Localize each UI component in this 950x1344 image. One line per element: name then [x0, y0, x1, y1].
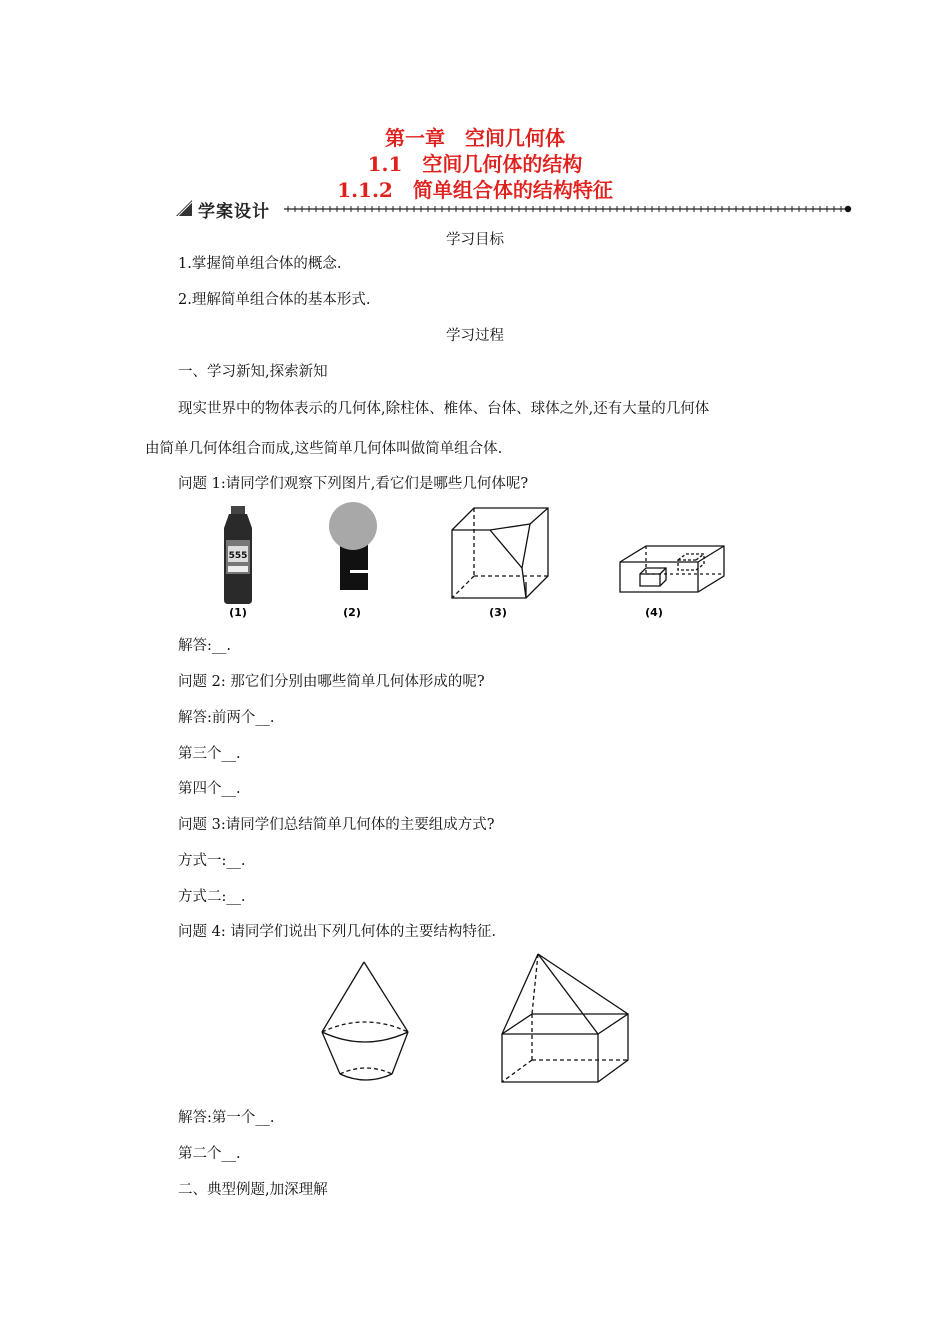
answer-1: 解答:__.	[178, 638, 231, 654]
question-4: 问题 4: 请同学们说出下列几何体的主要结构特征.	[178, 924, 496, 940]
banner-label: 学案设计	[198, 202, 270, 222]
figure-caption-2: (2)	[343, 606, 361, 619]
sphere-on-cylinder-figure	[329, 502, 377, 590]
objective-item: 1.掌握简单组合体的概念.	[178, 256, 342, 272]
answer-2-3: 第四个__.	[178, 781, 241, 797]
method-2: 方式二:__.	[178, 889, 246, 905]
section-banner	[176, 196, 856, 222]
cube-cut-figure	[452, 508, 548, 598]
answer-4-1: 解答:第一个__.	[178, 1110, 275, 1126]
part2-title: 二、典型例题,加深理解	[178, 1182, 328, 1198]
bottle-figure	[224, 506, 252, 604]
answer-4-2: 第二个__.	[178, 1146, 241, 1162]
bottle-label-text: 555	[228, 551, 248, 561]
figure-caption-1: (1)	[229, 606, 247, 619]
intro-line-1: 现实世界中的物体表示的几何体,除柱体、椎体、台体、球体之外,还有大量的几何体	[178, 401, 710, 417]
figure-caption-4: (4)	[645, 606, 663, 619]
objectives-heading: 学习目标	[446, 232, 504, 248]
subsection-title: 1.1.2 简单组合体的结构特征	[337, 178, 613, 202]
figure-caption-3: (3)	[489, 606, 507, 619]
pyramid-box-figure	[502, 954, 628, 1082]
method-1: 方式一:__.	[178, 853, 246, 869]
slab-with-holes-figure	[620, 546, 724, 592]
objective-item: 2.理解简单组合体的基本形式.	[178, 292, 371, 308]
section-title: 1.1 空间几何体的结构	[367, 152, 583, 176]
process-heading: 学习过程	[446, 328, 504, 344]
cone-frustum-figure	[322, 962, 408, 1080]
question-1: 问题 1:请同学们观察下列图片,看它们是哪些几何体呢?	[178, 476, 529, 492]
question-2: 问题 2: 那它们分别由哪些简单几何体形成的呢?	[178, 674, 485, 690]
banner-decoration	[176, 196, 856, 222]
question-3: 问题 3:请同学们总结简单几何体的主要组成方式?	[178, 817, 495, 833]
part1-title: 一、学习新知,探索新知	[178, 364, 328, 380]
figure-row-2	[310, 950, 650, 1090]
answer-2-2: 第三个__.	[178, 746, 241, 762]
chapter-title: 第一章 空间几何体	[385, 126, 565, 150]
intro-line-2: 由简单几何体组合而成,这些简单几何体叫做简单组合体.	[145, 441, 503, 457]
answer-2-1: 解答:前两个__.	[178, 710, 275, 726]
figure-row-1	[200, 502, 740, 620]
